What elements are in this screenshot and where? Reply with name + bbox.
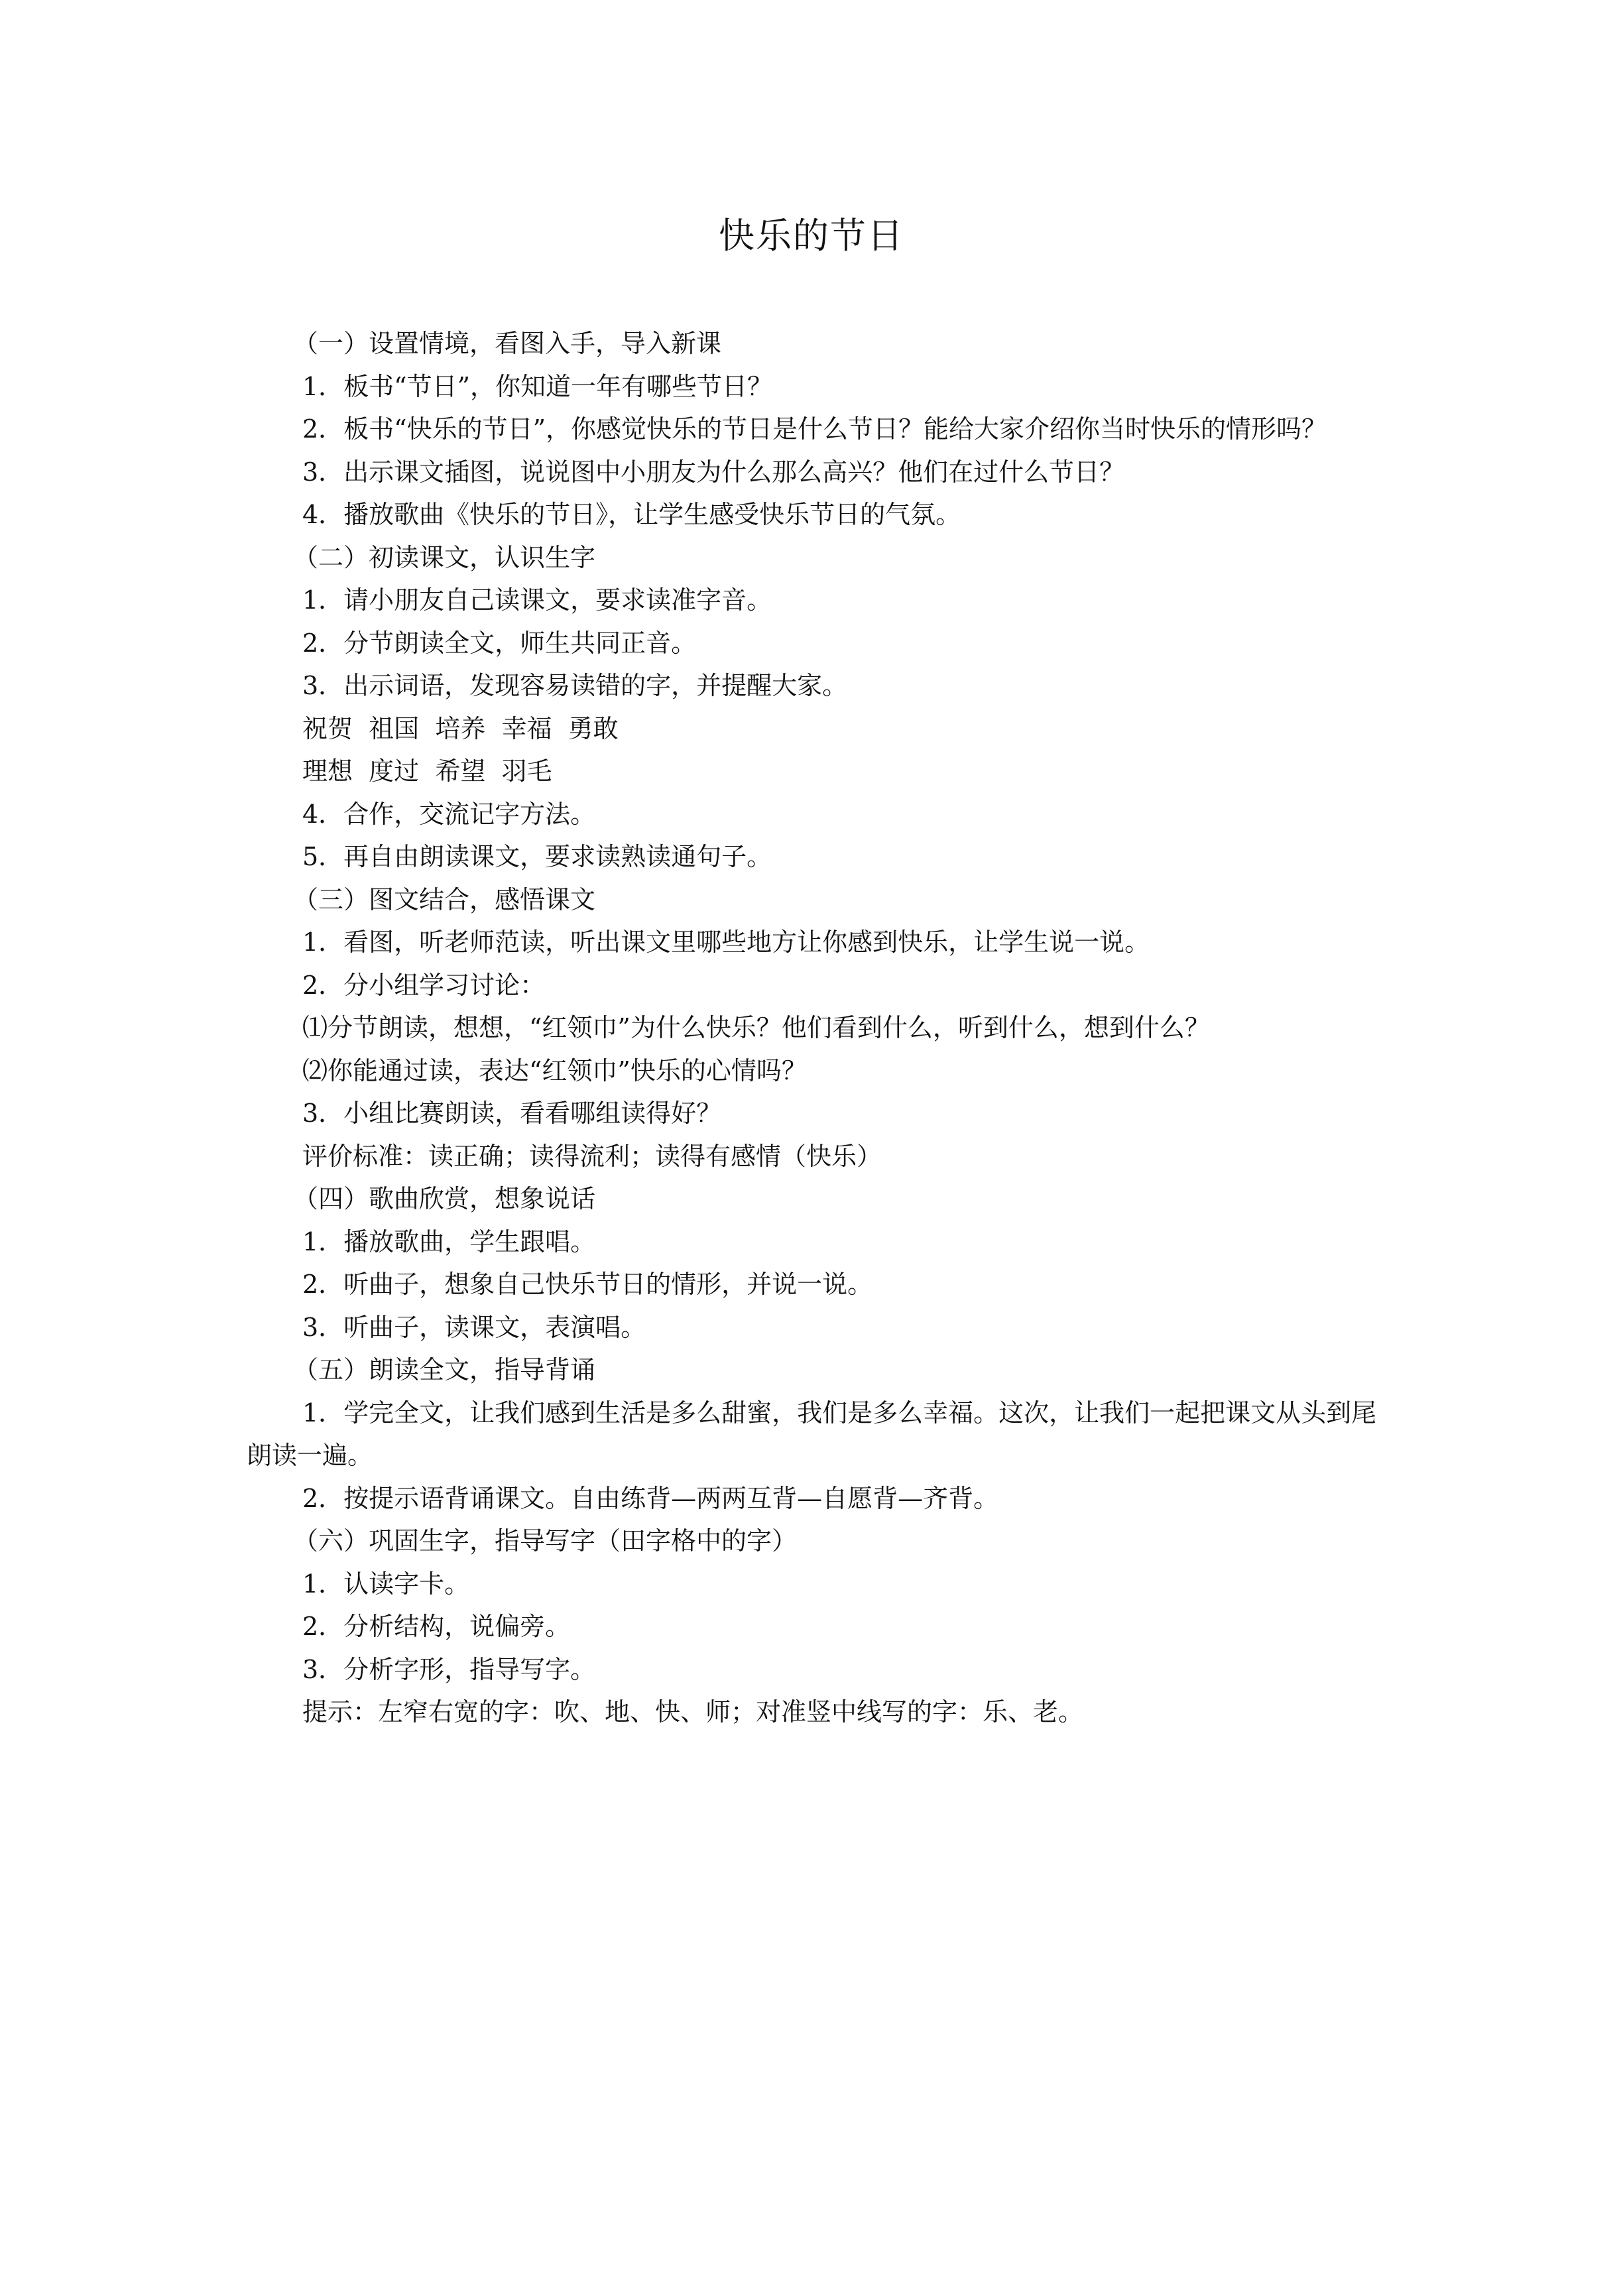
section-heading-5: （五）朗读全文，指导背诵 bbox=[293, 1355, 596, 1384]
list-item: 2．按提示语背诵课文。自由练背—两两互背—自愿背—齐背。 bbox=[302, 1483, 999, 1513]
section-heading-4: （四）歌曲欣赏，想象说话 bbox=[293, 1184, 596, 1213]
document-body bbox=[247, 322, 1387, 1734]
list-item: 3．分析字形，指导写字。 bbox=[302, 1654, 596, 1684]
section-heading-2: （二）初读课文，认识生字 bbox=[293, 542, 596, 572]
document-title: 快乐的节日 bbox=[719, 215, 904, 257]
sub-list-item: ⑵你能通过读，表达“红领巾”快乐的心情吗？ bbox=[302, 1056, 807, 1085]
vocabulary-line: 理想 度过 希望 羽毛 bbox=[302, 756, 552, 786]
list-item: 5．再自由朗读课文，要求读熟读通句子。 bbox=[302, 842, 772, 871]
evaluation-criteria: 评价标准：读正确；读得流利；读得有感情（快乐） bbox=[302, 1141, 882, 1171]
list-item: 3．出示课文插图，说说图中小朋友为什么那么高兴？他们在过什么节日？ bbox=[302, 457, 1125, 487]
list-item: 3．出示词语，发现容易读错的字，并提醒大家。 bbox=[302, 671, 848, 700]
section-heading-1: （一）设置情境，看图入手，导入新课 bbox=[293, 329, 722, 358]
section-heading-3: （三）图文结合，感悟课文 bbox=[293, 884, 596, 914]
list-item: 2．听曲子，想象自己快乐节日的情形，并说一说。 bbox=[302, 1270, 873, 1299]
list-item: 2．分节朗读全文，师生共同正音。 bbox=[302, 628, 697, 658]
hint-line: 提示：左窄右宽的字：吹、地、快、师；对准竖中线写的字：乐、老。 bbox=[302, 1697, 1084, 1726]
list-item: 3．小组比赛朗读，看看哪组读得好？ bbox=[302, 1099, 722, 1128]
list-item: 1．认读字卡。 bbox=[302, 1569, 470, 1599]
list-item: 4．合作，交流记字方法。 bbox=[302, 799, 596, 829]
list-item: 1．看图，听老师范读，听出课文里哪些地方让你感到快乐，让学生说一说。 bbox=[302, 928, 1150, 957]
list-item: 2．分析结构，说偏旁。 bbox=[302, 1612, 571, 1641]
list-item: 1．请小朋友自己读课文，要求读准字音。 bbox=[302, 585, 772, 615]
list-item: 1．板书“节日”，你知道一年有哪些节日？ bbox=[302, 371, 773, 401]
list-item: 3．听曲子，读课文，表演唱。 bbox=[302, 1312, 646, 1342]
list-item: 1．学完全文，让我们感到生活是多么甜蜜，我们是多么幸福。这次，让我们一起把课文从头到尾朗读一遍。 bbox=[247, 1398, 1377, 1470]
section-heading-6: （六）巩固生字，指导写字（田字格中的字） bbox=[293, 1526, 798, 1555]
sub-list-item: ⑴分节朗读，想想，“红领巾”为什么快乐？他们看到什么，听到什么，想到什么？ bbox=[302, 1013, 1210, 1042]
list-item: 4．播放歌曲《快乐的节日》，让学生感受快乐节日的气氛。 bbox=[302, 500, 961, 529]
list-item: 1．播放歌曲，学生跟唱。 bbox=[302, 1227, 596, 1256]
vocabulary-line: 祝贺 祖国 培养 幸福 勇敢 bbox=[302, 713, 619, 743]
list-item: 2．板书“快乐的节日”，你感觉快乐的节日是什么节日？能给大家介绍你当时快乐的情形吗？ bbox=[302, 414, 1327, 444]
list-item: 2．分小组学习讨论： bbox=[302, 970, 546, 1000]
